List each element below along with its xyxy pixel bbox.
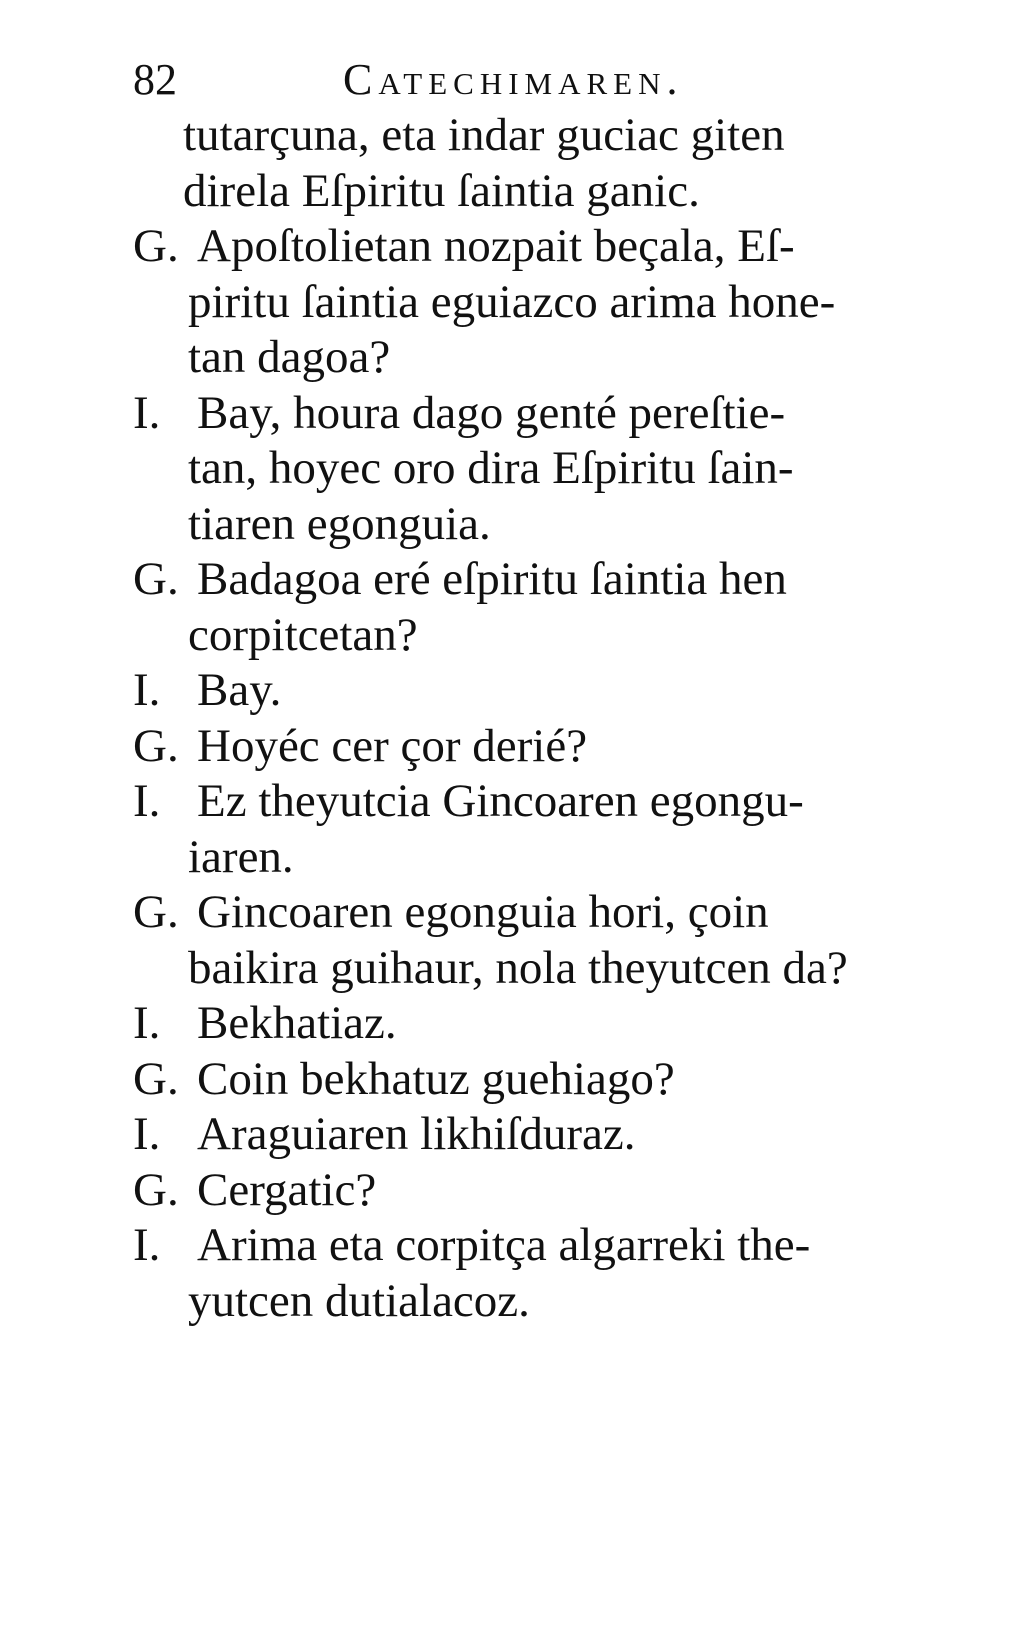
- text-line: [133, 330, 933, 386]
- answer-line: [133, 774, 933, 830]
- line-text: piritu ſaintia eguiazco arima hone-: [188, 275, 836, 328]
- speaker-label: I.: [133, 997, 161, 1049]
- line-text: Hoyéc cer çor derié?: [197, 719, 588, 772]
- speaker-label: I.: [133, 775, 161, 827]
- line-text: tan, hoyec oro dira Eſpiritu ſain-: [188, 442, 794, 494]
- text-line: [133, 941, 933, 997]
- answer-line: [133, 663, 933, 719]
- speaker-label: I.: [133, 664, 161, 716]
- line-text: iaren.: [188, 830, 294, 883]
- speaker-label: I.: [133, 1219, 161, 1271]
- speaker-label: G.: [133, 719, 179, 772]
- line-text: Bekhatiaz.: [197, 997, 397, 1049]
- line-text: tiaren egonguia.: [188, 497, 491, 550]
- page-number: 82: [133, 55, 177, 104]
- answer-line: [133, 996, 933, 1052]
- text-line: [133, 164, 933, 220]
- answer-line: [133, 1218, 933, 1274]
- line-text: Gincoaren egonguia hori, çoin: [197, 886, 769, 938]
- line-text: corpitcetan?: [188, 608, 418, 661]
- line-text: yutcen dutialacoz.: [188, 1274, 530, 1327]
- question-line: [133, 552, 933, 608]
- text-line: [133, 608, 933, 664]
- line-text: Bay, houra dago genté pereſtie-: [197, 386, 786, 439]
- question-line: [133, 219, 933, 275]
- answer-line: [133, 386, 933, 442]
- speaker-label: I.: [133, 386, 161, 439]
- speaker-label: G.: [133, 553, 179, 605]
- text-line: [133, 497, 933, 553]
- line-text: Arima eta corpitça algarreki the-: [197, 1219, 811, 1271]
- question-line: [133, 885, 933, 941]
- page-body: [133, 108, 933, 1329]
- speaker-label: I.: [133, 1108, 161, 1160]
- line-text: baikira guihaur, nola theyutcen da?: [188, 941, 848, 994]
- answer-line: [133, 1107, 933, 1163]
- question-line: [133, 1052, 933, 1108]
- text-line: [133, 1274, 933, 1330]
- text-line: [133, 441, 933, 497]
- page-header: [133, 50, 773, 110]
- line-text: Apoſtolietan nozpait beçala, Eſ-: [197, 220, 795, 272]
- line-text: Bay.: [197, 664, 282, 716]
- line-text: Cergatic?: [197, 1163, 377, 1216]
- text-line: [133, 830, 933, 886]
- line-text: tutarçuna, eta indar guciac giten: [183, 109, 785, 161]
- text-line: [133, 275, 933, 331]
- line-text: tan dagoa?: [188, 331, 391, 383]
- running-title: Catechimaren.: [343, 55, 684, 104]
- line-text: Ez theyutcia Gincoaren egongu-: [197, 775, 804, 827]
- line-text: Coin bekhatuz guehiago?: [197, 1052, 675, 1105]
- speaker-label: G.: [133, 1163, 179, 1216]
- text-line: [133, 108, 933, 164]
- speaker-label: G.: [133, 220, 179, 272]
- line-text: Araguiaren likhiſduraz.: [197, 1108, 636, 1160]
- question-line: [133, 1163, 933, 1219]
- speaker-label: G.: [133, 886, 179, 938]
- line-text: Badagoa eré eſpiritu ſaintia hen: [197, 553, 787, 605]
- speaker-label: G.: [133, 1052, 179, 1105]
- question-line: [133, 719, 933, 775]
- line-text: direla Eſpiritu ſaintia ganic.: [183, 164, 700, 217]
